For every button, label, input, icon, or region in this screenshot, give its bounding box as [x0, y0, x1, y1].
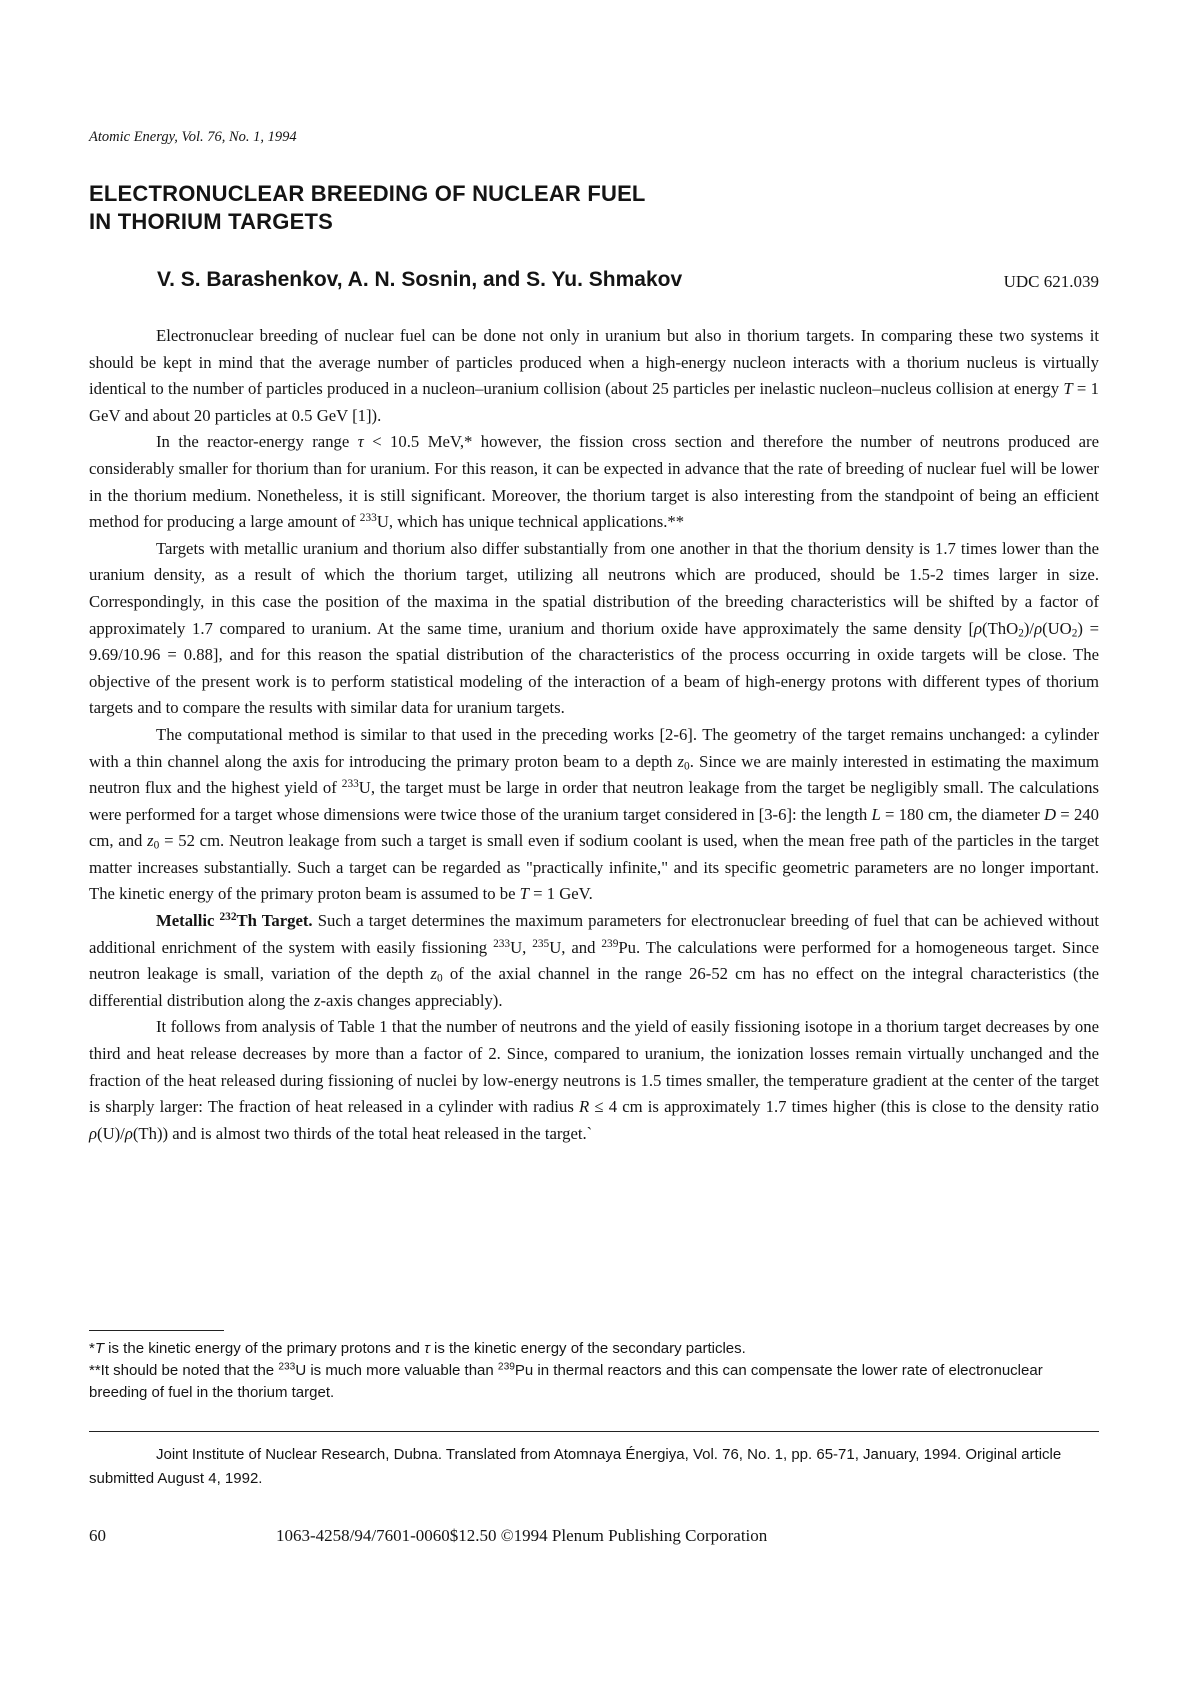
copyright-line: 1063-4258/94/7601-0060$12.50 ©1994 Plenum Publishing Corporation: [276, 1526, 768, 1545]
udc-code: UDC 621.039: [1003, 272, 1099, 291]
paragraph-3: Targets with metallic uranium and thorium also differ substantially from one another in that the thorium density is 1.7 times lower than the uranium density, as a result of which the thorium target, utilizing all neutrons which are produced, should be 1.5-2 times larger in size. Correspondingly, in this case the position of the maxima in the spatial distribution of the breeding characteristics will be shifted by a factor of approximately 1.7 compared to uranium. At the same time, uranium and thorium oxide have approximately the same density $[\rho(ThO_2)/\rho(UO_2) = 9.69/10.96 = 0.88]$, and for this reason the spatial distribution of the characteristics of the process occurring in oxide targets will be close. The objective of the present work is to perform statistical modeling of the interaction of a beam of high-energy protons with different types of thorium targets and to compare the results with similar data for uranium targets.: [89, 538, 1100, 718]
footnotes: [89, 1338, 1099, 1404]
footnote-2: **It should be noted that the $^{233}$U is much more valuable than $^{239}$Pu in thermal reactors and this can compensate the lower rate of electronuclear breeding of fuel in the thorium target.: [89, 1361, 1043, 1401]
section-heading: Metallic $^{232}$Th Target.: [156, 910, 313, 931]
article-title-line-1: ELECTRONUCLEAR BREEDING OF NUCLEAR FUEL: [89, 181, 646, 206]
paragraph-6: It follows from analysis of Table 1 that the number of neutrons and the yield of easily fissioning isotope in a thorium target decreases by one third and heat release decreases by more than a factor of 2. Since, compared to uranium, the ionization losses remain virtually unchanged and the fraction of the heat released during fissioning of nuclei by low-energy neutrons is 1.5 times smaller, the temperature gradient at the center of the target is sharply larger: The fraction of heat released in a cylinder with radius R ≤ 4 cm is approximately 1.7 times higher (this is close to the density ratio ρ(U)/ρ(Th)) and is almost two thirds of the total heat released in the target.`: [89, 1017, 1099, 1143]
paragraph-1: Electronuclear breeding of nuclear fuel can be done not only in uranium but also in thorium targets. In comparing these two systems it should be kept in mind that the average number of particles produced when a high-energy nucleon interacts with a thorium nucleus is virtually identical to the number of particles produced in a nucleon–uranium collision (about 25 particles per inelastic nucleon–nucleus collision at energy T = 1 GeV and about 20 particles at 0.5 GeV [1]).: [89, 326, 1099, 425]
author-list: V. S. Barashenkov, A. N. Sosnin, and S. Yu. Shmakov: [157, 268, 683, 291]
footnote-1: *T is the kinetic energy of the primary protons and τ is the kinetic energy of the secondary particles.: [89, 1340, 746, 1357]
article-title: [89, 180, 646, 236]
article-title-line-2: IN THORIUM TARGETS: [89, 209, 333, 234]
page-number: 60: [89, 1526, 106, 1545]
footnote-divider: [89, 1330, 224, 1331]
paragraph-2: In the reactor-energy range τ < 10.5 MeV,* however, the fission cross section and therefore the number of neutrons produced are considerably smaller for thorium than for uranium. For this reason, it can be expected in advance that the rate of breeding of nuclear fuel will be lower in the thorium medium. Nonetheless, it is still significant. Moreover, the thorium target is also interesting from the standpoint of being an efficient method for producing a large amount of $^{233}$U, which has unique technical applications.**: [89, 432, 1100, 532]
affiliation-note: Joint Institute of Nuclear Research, Dubna. Translated from Atomnaya Énergiya, Vol. 76, No. 1, pp. 65-71, January, 1994. Original article submitted August 4, 1992.: [89, 1446, 1062, 1487]
article-body: [89, 323, 1099, 1147]
affiliation-divider: [89, 1431, 1099, 1432]
journal-citation: Atomic Energy, Vol. 76, No. 1, 1994: [89, 129, 297, 145]
paragraph-5: Metallic $^{232}$Th Target. Such a target determines the maximum parameters for electronuclear breeding of fuel that can be achieved without additional enrichment of the system with easily fissioning $^{233}$U, $^{235}$U, and $^{239}$Pu. The calculations were performed for a homogeneous target. Since neutron leakage is small, variation of the depth $z_0$ of the axial channel in the range 26-52 cm has no effect on the integral characteristics (the differential distribution along the z-axis changes appreciably).: [89, 910, 1100, 1010]
paragraph-4: The computational method is similar to that used in the preceding works [2-6]. The geometry of the target remains unchanged: a cylinder with a thin channel along the axis for introducing the primary proton beam to a depth $z_0$. Since we are mainly interested in estimating the maximum neutron flux and the highest yield of $^{233}$U, the target must be large in order that neutron leakage from the target be negligibly small. The calculations were performed for a target whose dimensions were twice those of the uranium target considered in [3-6]: the length L = 180 cm, the diameter D = 240 cm, and $z_0 = 52$ cm. Neutron leakage from such a target is small even if sodium coolant is used, when the mean free path of the particles in the target matter increases substantially. Such a target can be regarded as "practically infinite," and its specific geometric parameters are no longer important. The kinetic energy of the primary proton beam is assumed to be T = 1 GeV.: [89, 724, 1099, 904]
